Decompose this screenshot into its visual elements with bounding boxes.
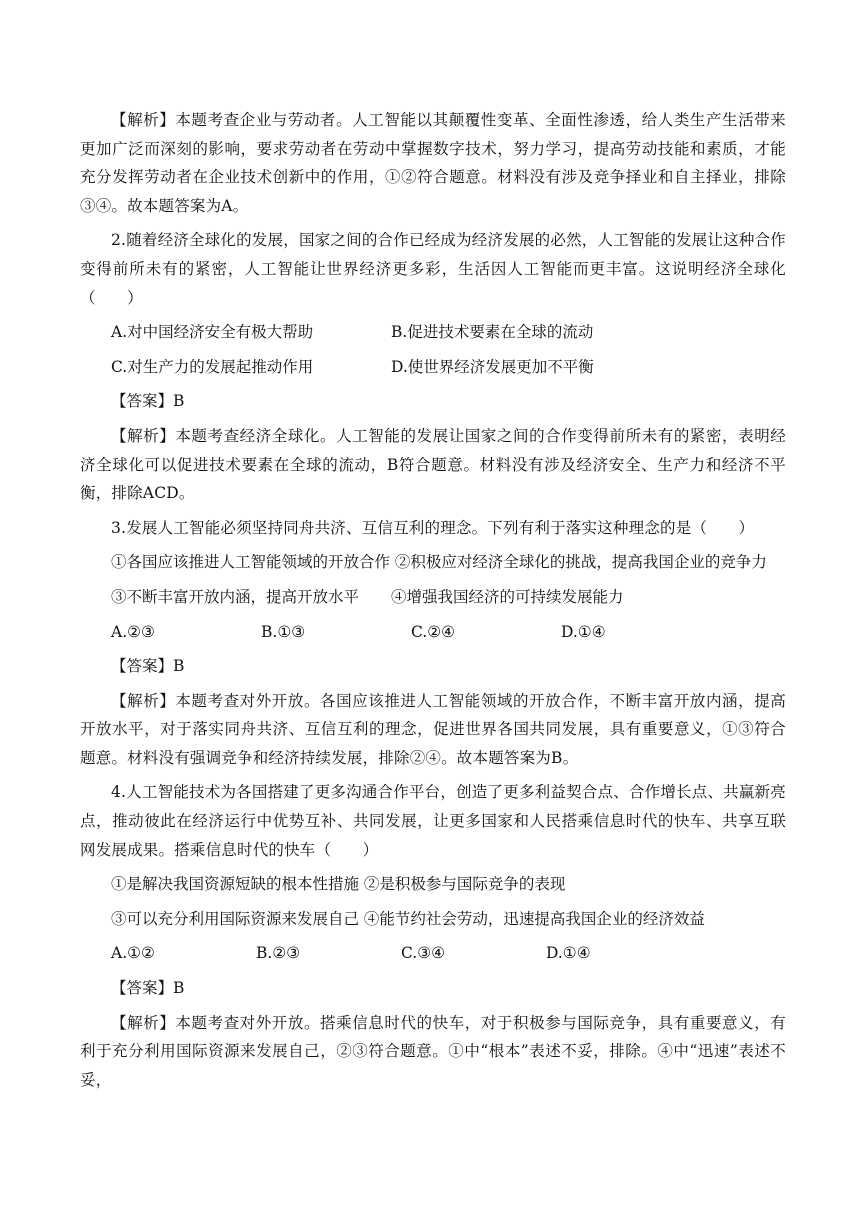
answer-line: 【答案】B: [111, 657, 185, 676]
option-item: B.①③: [261, 622, 306, 641]
statement-line: ①是解决我国资源短缺的根本性措施 ②是积极参与国际竞争的表现: [111, 875, 566, 894]
paragraph: 4.人工智能技术为各国搭建了更多沟通合作平台，创造了更多利益契合点、合作增长点、共赢新亮点，推动彼此在经济运行中优势互补、共同发展，让更多国家和人民搭乘信息时代的快车、共享互联网发展成果。搭乘信息时代的快车（ ）: [80, 783, 786, 859]
statement-line: ③可以充分利用国际资源来发展自己 ④能节约社会劳动，迅速提高我国企业的经济效益: [111, 909, 705, 928]
options-row: [80, 353, 786, 382]
option-item: A.对中国经济安全有极大帮助: [111, 323, 314, 342]
option-item: C.③④: [401, 944, 446, 963]
option-item: B.促进技术要素在全球的流动: [391, 323, 594, 342]
answer-line: 【答案】B: [111, 979, 185, 998]
paragraph: 2.随着经济全球化的发展，国家之间的合作已经成为经济发展的必然，人工智能的发展让这种合作变得前所未有的紧密，人工智能让世界经济更多彩，生活因人工智能而更丰富。这说明经济全球化（ ）: [80, 231, 786, 307]
option-item: D.使世界经济发展更加不平衡: [391, 357, 594, 376]
paragraph: 【解析】本题考查对外开放。搭乘信息时代的快车，对于积极参与国际竞争，具有重要意义，有利于充分利用国际资源来发展自己，②③符合题意。①中“根本”表述不妥，排除。④中“迅速”表述不妥，: [80, 1013, 786, 1089]
paragraph: 3.发展人工智能必须坚持同舟共济、互信互利的理念。下列有利于落实这种理念的是（ ）: [111, 518, 755, 537]
statement-line: ①各国应该推进人工智能领域的开放合作 ②积极应对经济全球化的挑战，提高我国企业的竞争力: [111, 553, 767, 572]
paragraph: 【解析】本题考查企业与劳动者。人工智能以其颠覆性变革、全面性渗透，给人类生产生活带来更加广泛而深刻的影响，要求劳动者在劳动中掌握数字技术，努力学习，提高劳动技能和素质，才能充分发挥劳动者在企业技术创新中的作用，①②符合题意。材料没有涉及竞争择业和自主择业，排除③④。故本题答案为A。: [80, 111, 786, 215]
options-row: [80, 618, 786, 647]
paragraph: 【解析】本题考查对外开放。各国应该推进人工智能领域的开放合作，不断丰富开放内涵，提高开放水平，对于落实同舟共济、互信互利的理念，促进世界各国共同发展，具有重要意义，①③符合题意。材料没有强调竞争和经济持续发展，排除②④。故本题答案为B。: [80, 691, 786, 767]
options-row: [80, 583, 786, 612]
option-item: D.①④: [546, 944, 591, 963]
option-item: C.对生产力的发展起推动作用: [111, 357, 314, 376]
option-item: ③不断丰富开放内涵，提高开放水平: [111, 587, 360, 606]
option-item: B.②③: [256, 944, 301, 963]
answer-line: 【答案】B: [111, 392, 185, 411]
option-item: A.①②: [111, 944, 155, 963]
option-item: C.②④: [411, 622, 456, 641]
option-item: ④增强我国经济的可持续发展能力: [391, 587, 624, 606]
options-row: [80, 939, 786, 968]
options-row: [80, 318, 786, 347]
option-item: A.②③: [111, 622, 155, 641]
paragraph: 【解析】本题考查经济全球化。人工智能的发展让国家之间的合作变得前所未有的紧密，表明经济全球化可以促进技术要素在全球的流动，B符合题意。材料没有涉及经济安全、生产力和经济不平衡，排除ACD。: [80, 426, 786, 503]
option-item: D.①④: [561, 622, 606, 641]
